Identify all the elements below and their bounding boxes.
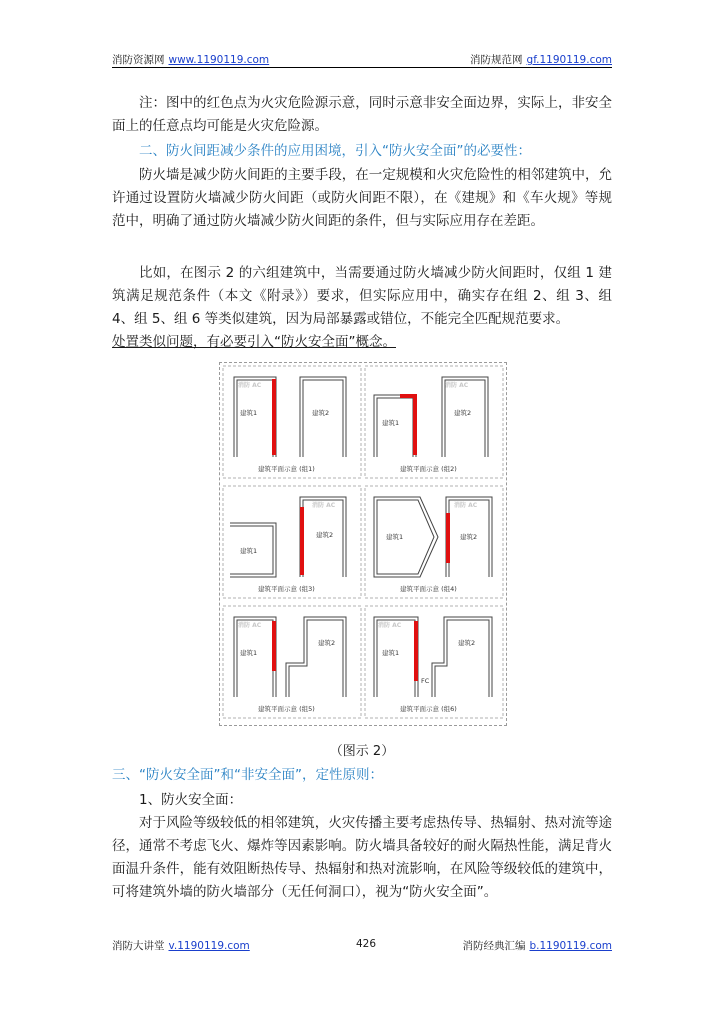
panel-group-2 [374, 377, 488, 473]
section3-paragraph1: 对于风险等级较低的相邻建筑，火灾传播主要考虑热传导、热辐射、热对流等途径，通常不考虑飞火、爆炸等因素影响。防火墙具备较好的耐火隔热性能，满足背火面温升条件，能有效阻断热传导、热辐射和热对流影响，在风险等级较低的建筑中，可将建筑外墙的防火墙部分（无任何洞口），视为“防火安全面”。 [112, 815, 612, 900]
section2-paragraph1: 防火墙是减少防火间距的主要手段，在一定规模和火灾危险性的相邻建筑中，允许通过设置防火墙减少防火间距（或防火间距不限），在《建规》和《车火规》等规范中，明确了通过防火墙减少防火间距的条件，但与实际应用存在差距。 [112, 167, 612, 229]
section3-heading: 三、“防火安全面”和“非安全面”，定性原则： [112, 767, 383, 783]
header-left [112, 52, 269, 67]
watermark: 消防 AC [238, 382, 262, 389]
panel-frame-4 [365, 486, 503, 598]
section3-subheading: 1、防火安全面： [139, 792, 243, 808]
watermark: 消防 AC [238, 622, 262, 629]
footer-left-link[interactable]: v.1190119.com [168, 940, 250, 952]
page-header [112, 50, 612, 68]
label-building-1: 建筑1 [240, 649, 258, 657]
footer-right-text: 消防经典汇编 [462, 940, 526, 952]
figure-caption: （图示 2） [329, 744, 395, 759]
panel-group-3 [230, 497, 346, 593]
panel-group-5 [234, 617, 346, 713]
watermark: 消防 AC [312, 502, 336, 509]
panel-caption-5: 建筑平面示意 (组5) [258, 705, 315, 713]
label-building-1: 建筑1 [240, 547, 258, 555]
watermark: 消防 AC [378, 622, 402, 629]
footer-left-text: 消防大讲堂 [112, 940, 165, 952]
building-2-outline [300, 377, 346, 457]
panel-caption-4: 建筑平面示意 (组4) [400, 585, 457, 593]
header-left-text: 消防资源网 [112, 54, 165, 66]
fc-label: FC [421, 677, 430, 685]
figure-2 [219, 362, 507, 726]
label-building-2: 建筑2 [316, 531, 334, 539]
panel-group-4 [374, 497, 492, 593]
label-building-1: 建筑1 [382, 649, 400, 657]
watermark: 消防 AC [445, 382, 469, 389]
panel-caption-2: 建筑平面示意 (组2) [400, 465, 457, 473]
building-1-outline [234, 377, 276, 457]
panel-caption-1: 建筑平面示意 (组1) [258, 465, 315, 473]
panel-frame-3 [223, 486, 361, 598]
building-1-outline [374, 617, 418, 697]
section2-heading: 二、防火间距减少条件的应用困境，引入“防火安全面”的必要性： [139, 143, 531, 159]
building-1-outline [374, 497, 438, 577]
header-left-link[interactable]: www.1190119.com [168, 54, 270, 66]
page-number: 426 [356, 938, 377, 950]
label-building-2: 建筑2 [312, 409, 330, 417]
figure-note: 注：图中的红色点为火灾危险源示意，同时示意非安全面边界，实际上，非安全面上的任意点均可能是火灾危险源。 [112, 95, 612, 134]
label-building-2: 建筑2 [454, 409, 472, 417]
label-building-1: 建筑1 [240, 409, 258, 417]
section2-paragraph2-plain: 比如，在图示 2 的六组建筑中，当需要通过防火墙减少防火间距时，仅组 1 建筑满足规范条件（本文《附录》）要求，但实际应用中，确实存在组 2、组 3、组 4、组 5、组 6 等类似建筑，因为局部暴露或错位，不能完全匹配规范要求。 [112, 265, 612, 327]
building-2-outline [432, 617, 492, 697]
section2-paragraph2 [112, 262, 612, 354]
panel-group-6 [374, 617, 492, 713]
footer-left [112, 938, 250, 953]
header-right-text: 消防规范网 [470, 54, 523, 66]
label-building-1: 建筑1 [386, 533, 404, 541]
label-building-2: 建筑2 [458, 639, 476, 647]
panel-caption-6: 建筑平面示意 (组6) [400, 705, 457, 713]
label-building-2: 建筑2 [318, 639, 336, 647]
label-building-2: 建筑2 [460, 533, 478, 541]
panel-caption-3: 建筑平面示意 (组3) [258, 585, 315, 593]
section2-paragraph2-underlined: 处置类似问题，有必要引入“防火安全面”概念。 [112, 334, 396, 350]
header-right-link[interactable]: gf.1190119.com [526, 54, 612, 66]
building-1-outline [234, 617, 276, 697]
footer-right [462, 938, 612, 953]
watermark: 消防 AC [454, 502, 478, 509]
building-2-outline [442, 377, 488, 457]
header-divider [112, 67, 612, 68]
figure-2-drawing [220, 363, 506, 725]
building-2-outline [286, 617, 346, 697]
panel-group-1 [234, 377, 346, 473]
footer-right-link[interactable]: b.1190119.com [529, 940, 612, 952]
label-building-1: 建筑1 [382, 419, 400, 427]
header-right [470, 52, 612, 67]
